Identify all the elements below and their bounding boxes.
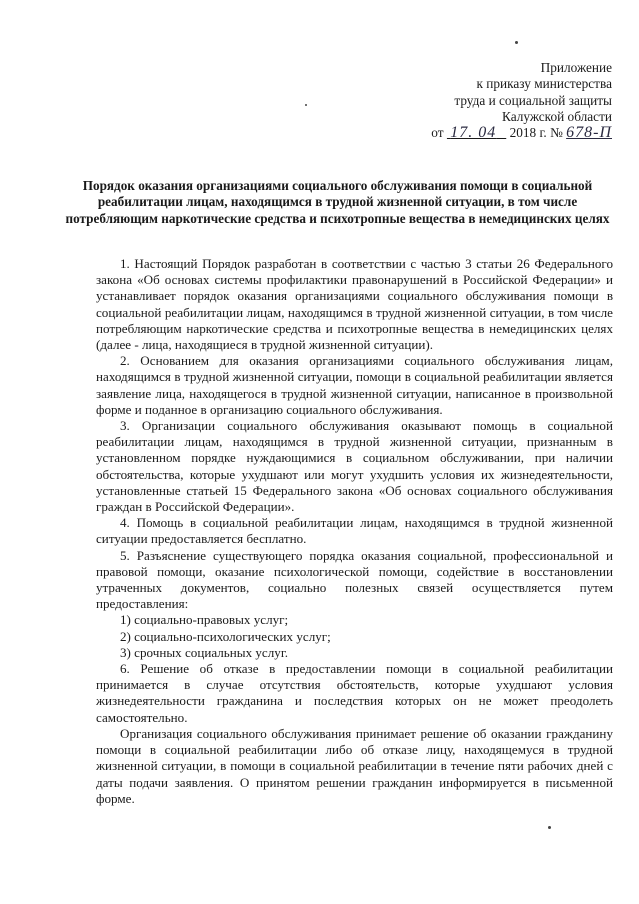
scan-speck — [548, 826, 551, 829]
appendix-label: Приложение — [540, 60, 612, 75]
handwritten-date: 17. 04 — [450, 124, 497, 142]
paragraph-7: Организация социального обслуживания принимает решение об оказании гражданину помощи в социальной реабилитации либо об отказе лицу, находящемуся в трудной жизненной ситуации, в помощи в социальной реабилитации в течение пяти рабочих дней с даты подачи заявления. О принятом решении гражданин информируется в письменной форме. — [96, 725, 613, 806]
order-reference: к приказу министерства — [476, 76, 612, 92]
ministry-name: труда и социальной защиты — [454, 92, 612, 108]
region-name: Калужской области — [502, 108, 612, 124]
handwritten-order-number: 678-П — [566, 124, 612, 142]
paragraph-3: 3. Организации социального обслуживания оказывают помощь в социальной реабилитации лицам, находящимся в трудной жизненной ситуации, признанным в установленном порядке нуждающимися в социальном обслуживании, при наличии обстоятельства, которые ухудшают или могут ухудшить условия их жизнедеятельности, установленные статьей 15 Федерального закона «Об основах социального обслуживания граждан в Российской Федерации». — [96, 418, 613, 515]
list-item-3: 3) срочных социальных услуг. — [120, 644, 288, 660]
paragraph-1: 1. Настоящий Порядок разработан в соответствии с частью 3 статьи 26 Федерального закона «Об основах системы профилактики правонарушений в Российской Федерации» и устанавливает порядок оказания организациями социального обслуживания помощи в социальной реабилитации лицам, находящимся в трудной жизненной ситуации, в том числе потребляющим наркотические средства и психотропные вещества в немедицинских целях (далее - лица, находящиеся в трудной жизненной ситуации). — [96, 256, 613, 353]
paragraph-6: 6. Решение об отказе в предоставлении помощи в социальной реабилитации принимается в случае отсутствия обстоятельств, которые ухудшают условия жизнедеятельности гражданина и последствия которых он не может преодолеть самостоятельно. — [96, 661, 613, 725]
appendix-header — [431, 60, 612, 141]
order-date-line — [431, 125, 612, 141]
scan-speck — [305, 104, 307, 106]
document-title: Порядок оказания организациями социального обслуживания помощи в социальной реабилитации лицам, находящимся в трудной жизненной ситуации, в том числе потребляющим наркотические средства и психотропные вещества в немедицинских целях — [65, 178, 610, 226]
list-item-1: 1) социально-правовых услуг; — [120, 612, 289, 628]
date-prefix: от — [431, 125, 444, 141]
date-year: 2018 г. № — [509, 125, 563, 141]
scan-speck — [515, 41, 518, 44]
list-item-2: 2) социально-психологических услуг; — [120, 628, 331, 644]
paragraph-2: 2. Основанием для оказания организациями социального обслуживания лицам, находящимся в трудной жизненной ситуации, помощи в социальной реабилитации является заявление лица, находящегося в трудной жизненной ситуации, написанное в произвольной форме и поданное в организацию социального обслуживания. — [96, 353, 613, 417]
document-body — [96, 256, 613, 807]
paragraph-4: 4. Помощь в социальной реабилитации лицам, находящимся в трудной жизненной ситуации предоставляется бесплатно. — [96, 515, 613, 547]
paragraph-5: 5. Разъяснение существующего порядка оказания социальной, профессиональной и правовой помощи, оказание психологической помощи, содействие в восстановлении утраченных документов, социально полезных связей осуществляется путем предоставления: — [96, 547, 613, 612]
